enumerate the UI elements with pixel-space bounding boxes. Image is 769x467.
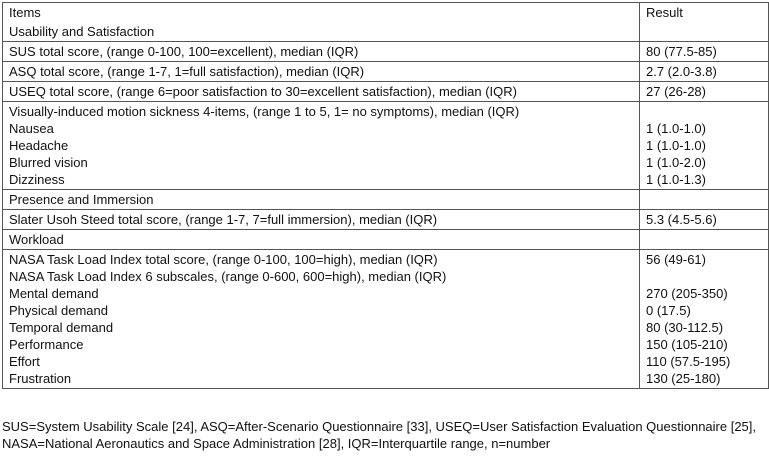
item-cell: [3, 82, 640, 101]
section-title-cell: [3, 22, 640, 41]
result-cell: [640, 210, 768, 229]
section-title: Workload: [9, 232, 64, 247]
table-row: [3, 41, 768, 61]
result-value: 27 (26-28): [646, 84, 706, 99]
footnote: SUS=System Usability Scale [24], ASQ=After-Scenario Questionnaire [33], USEQ=User Satisfaction Evaluation Questionnaire [25], NASA=National Aeronautics and Space Administration [28], IQR=Interquartile range, n=number: [2, 419, 757, 451]
item-text: Mental demand: [9, 286, 99, 301]
table-row: [3, 81, 768, 101]
section-title-cell: [3, 190, 640, 209]
section-title: Usability and Satisfaction: [9, 24, 155, 39]
result-value: 1 (1.0-2.0): [646, 155, 706, 170]
table-row: [3, 249, 768, 388]
item-text: Blurred vision: [9, 155, 88, 170]
section-row: [3, 22, 768, 41]
item-text: Slater Usoh Steed total score, (range 1-7, 7=full immersion), median (IQR): [9, 212, 438, 227]
result-value: 2.7 (2.0-3.8): [646, 64, 717, 79]
header-row: [3, 3, 768, 22]
result-cell: [640, 62, 768, 81]
section-row: [3, 229, 768, 249]
item-text: NASA Task Load Index total score, (range 0-100, 100=high), median (IQR): [9, 252, 438, 267]
table-row: [3, 209, 768, 229]
item-text: Nausea: [9, 121, 54, 136]
result-value: 80 (30-112.5): [646, 320, 724, 335]
result-value: 80 (77.5-85): [646, 44, 717, 59]
table-row: [3, 61, 768, 81]
item-text: NASA Task Load Index 6 subscales, (range 0-600, 600=high), median (IQR): [9, 269, 447, 284]
result-cell: [640, 82, 768, 101]
result-cell: [640, 102, 768, 189]
result-cell: [640, 250, 768, 388]
item-text: Visually-induced motion sickness 4-items, (range 1 to 5, 1= no symptoms), median (IQR): [9, 104, 520, 119]
header-items: Items: [9, 5, 41, 20]
results-table: [2, 2, 769, 389]
result-value: 5.3 (4.5-5.6): [646, 212, 717, 227]
item-cell: [3, 210, 640, 229]
item-text: USEQ total score, (range 6=poor satisfaction to 30=excellent satisfaction), median (IQR): [9, 84, 517, 99]
result-value: 1 (1.0-1.3): [646, 172, 706, 187]
item-text: Headache: [9, 138, 69, 153]
item-text: Frustration: [9, 371, 72, 386]
result-value: [646, 268, 768, 285]
section-result-cell: [640, 230, 768, 249]
section-result-cell: [640, 190, 768, 209]
result-value: 110 (57.5-195): [646, 354, 731, 369]
result-value: 270 (205-350): [646, 286, 728, 301]
result-value: 150 (105-210): [646, 337, 728, 352]
result-cell: [640, 42, 768, 61]
table-row: [3, 101, 768, 189]
table-body: [3, 22, 768, 388]
item-text: Performance: [9, 337, 84, 352]
section-row: [3, 189, 768, 209]
result-value: 1 (1.0-1.0): [646, 138, 706, 153]
section-result-cell: [640, 22, 768, 41]
result-value: 1 (1.0-1.0): [646, 121, 706, 136]
item-cell: [3, 62, 640, 81]
result-value: 0 (17.5): [646, 303, 691, 318]
section-title: Presence and Immersion: [9, 192, 154, 207]
section-title-cell: [3, 230, 640, 249]
result-value: 130 (25-180): [646, 371, 721, 386]
item-text: ASQ total score, (range 1-7, 1=full satisfaction), median (IQR): [9, 64, 365, 79]
item-text: Physical demand: [9, 303, 108, 318]
header-result: Result: [646, 5, 683, 20]
item-text: SUS total score, (range 0-100, 100=excellent), median (IQR): [9, 44, 359, 59]
item-text: Effort: [9, 354, 40, 369]
item-cell: [3, 42, 640, 61]
item-text: Temporal demand: [9, 320, 114, 335]
item-cell: [3, 102, 640, 189]
item-text: Dizziness: [9, 172, 65, 187]
item-cell: [3, 250, 640, 388]
result-value: 56 (49-61): [646, 252, 706, 267]
result-value: [646, 103, 768, 120]
